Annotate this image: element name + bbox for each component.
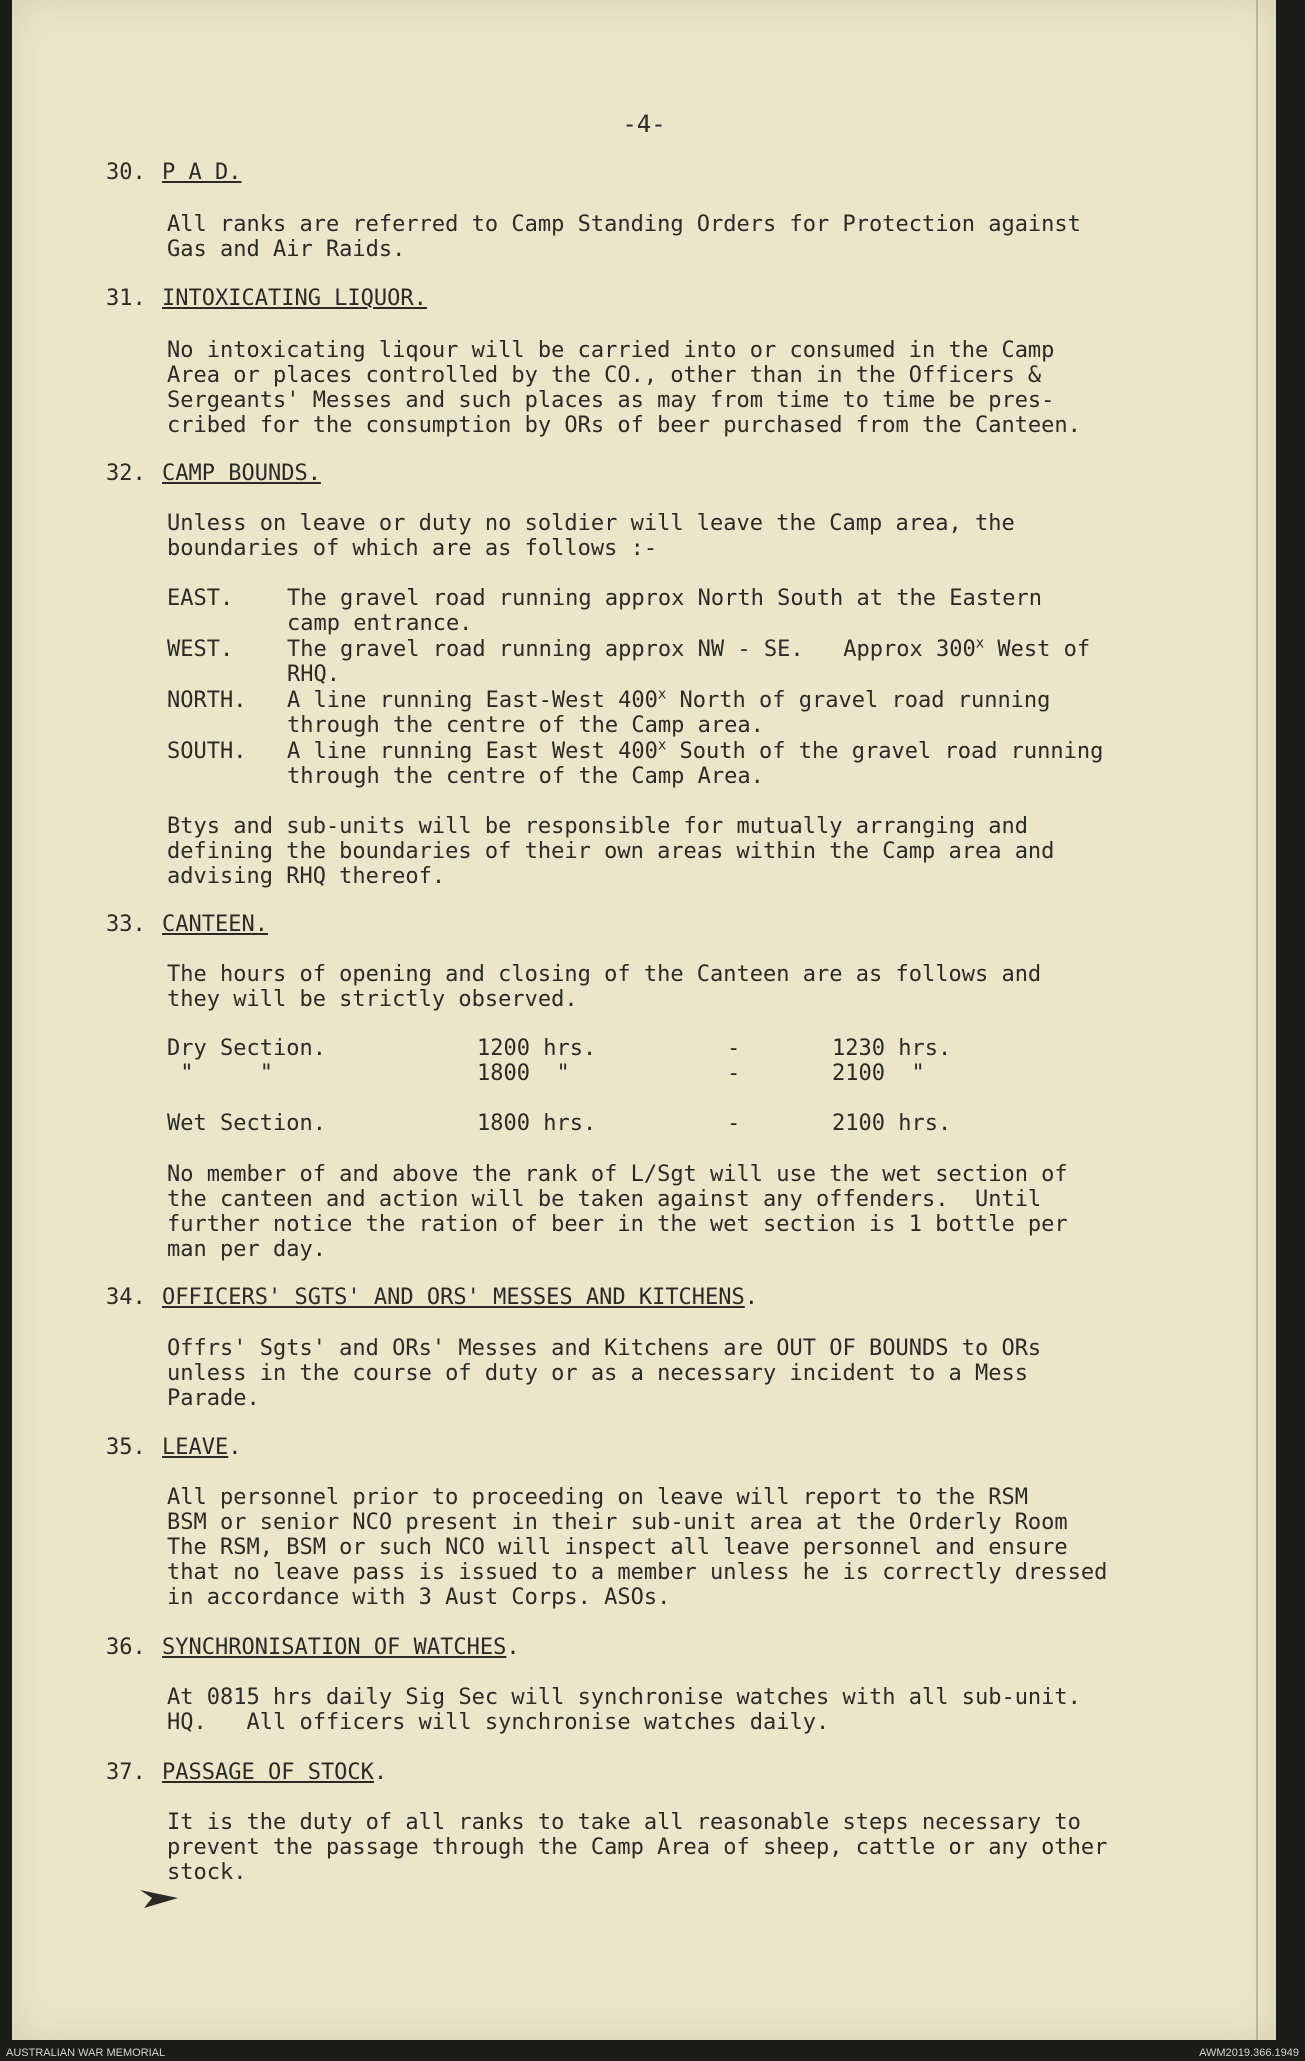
hours-dash: - bbox=[727, 1111, 741, 1136]
section-34-body bbox=[167, 1336, 1227, 1411]
section-number: 33. bbox=[106, 912, 146, 937]
text-line: prevent the passage through the Camp Area of sheep, cattle or any other bbox=[167, 1835, 1108, 1860]
section-number: 30. bbox=[106, 160, 146, 185]
text-fragment: The gravel road running approx NW - SE. Approx 300 bbox=[287, 637, 976, 662]
text-line: through the centre of the Camp Area. bbox=[287, 764, 764, 789]
text-line: RHQ. bbox=[287, 662, 340, 687]
bound-label: NORTH. bbox=[167, 688, 247, 713]
section-31-heading bbox=[106, 286, 427, 311]
section-title: OFFICERS' SGTS' AND ORS' MESSES AND KITCHENS bbox=[162, 1285, 745, 1310]
text-line: The hours of opening and closing of the Canteen are as follows and bbox=[167, 962, 1042, 987]
bound-text bbox=[287, 586, 1237, 636]
text-line: It is the duty of all ranks to take all reasonable steps necessary to bbox=[167, 1810, 1081, 1835]
hours-open: 1200 hrs. bbox=[477, 1036, 597, 1061]
text-line: through the centre of the Camp area. bbox=[287, 713, 764, 738]
text-fragment: A line running East West 400 bbox=[287, 739, 658, 764]
text-line: HQ. All officers will synchronise watches daily. bbox=[167, 1710, 830, 1735]
text-fragment: West of bbox=[984, 637, 1091, 662]
section-number: 35. bbox=[106, 1435, 146, 1460]
hours-close: 2100 hrs. bbox=[832, 1111, 952, 1136]
bound-label: WEST. bbox=[167, 637, 234, 662]
text-line: man per day. bbox=[167, 1237, 326, 1262]
superscript: x bbox=[975, 635, 985, 652]
bound-text bbox=[287, 637, 1237, 687]
section-30-heading bbox=[106, 160, 241, 185]
page-number: -4- bbox=[622, 110, 666, 138]
section-30-body bbox=[167, 212, 1227, 262]
section-title: CAMP BOUNDS. bbox=[162, 461, 321, 486]
text-line: unless in the course of duty or as a necessary incident to a Mess bbox=[167, 1361, 1028, 1386]
text-line: No intoxicating liqour will be carried into or consumed in the Camp bbox=[167, 338, 1055, 363]
section-36-heading bbox=[106, 1635, 520, 1660]
section-number: 36. bbox=[106, 1635, 146, 1660]
section-32-outro bbox=[167, 814, 1227, 889]
text-line: No member of and above the rank of L/Sgt will use the wet section of bbox=[167, 1162, 1068, 1187]
section-31-body bbox=[167, 338, 1227, 438]
section-title: SYNCHRONISATION OF WATCHES bbox=[162, 1635, 507, 1660]
text-line: The gravel road running approx North South at the Eastern bbox=[287, 586, 1042, 611]
text-line: All personnel prior to proceeding on leave will report to the RSM bbox=[167, 1485, 1028, 1510]
text-line: The RSM, BSM or such NCO will inspect all leave personnel and ensure bbox=[167, 1535, 1068, 1560]
text-line: Sergeants' Messes and such places as may from time to time be pres- bbox=[167, 388, 1055, 413]
hours-dash: - bbox=[727, 1036, 741, 1061]
section-number: 34. bbox=[106, 1285, 146, 1310]
hours-open: 1800 " bbox=[477, 1061, 570, 1086]
bound-label: EAST. bbox=[167, 586, 234, 611]
text-fragment: North of gravel road running bbox=[666, 688, 1051, 713]
arrow-mark-icon bbox=[138, 1884, 184, 1912]
section-number: 37. bbox=[106, 1760, 146, 1785]
text-line: Parade. bbox=[167, 1386, 260, 1411]
document-page bbox=[12, 0, 1276, 2040]
text-fragment: A line running East-West 400 bbox=[287, 688, 658, 713]
section-35-heading bbox=[106, 1435, 241, 1460]
text-line: Gas and Air Raids. bbox=[167, 237, 406, 262]
hours-open: 1800 hrs. bbox=[477, 1111, 597, 1136]
text-line: BSM or senior NCO present in their sub-unit area at the Orderly Room bbox=[167, 1510, 1068, 1535]
text-line: cribed for the consumption by ORs of beer purchased from the Canteen. bbox=[167, 413, 1081, 438]
section-32-heading bbox=[106, 461, 321, 486]
footer-right-label: AWM2019.366.1949 bbox=[1199, 2047, 1299, 2059]
hours-close: 1230 hrs. bbox=[832, 1036, 952, 1061]
section-title: INTOXICATING LIQUOR. bbox=[162, 286, 427, 311]
text-line: further notice the ration of beer in the wet section is 1 bottle per bbox=[167, 1212, 1068, 1237]
section-36-body bbox=[167, 1685, 1227, 1735]
text-line: Unless on leave or duty no soldier will leave the Camp area, the bbox=[167, 511, 1015, 536]
section-33-heading bbox=[106, 912, 268, 937]
text-line: they will be strictly observed. bbox=[167, 987, 578, 1012]
title-period: . bbox=[373, 1760, 388, 1785]
text-line: advising RHQ thereof. bbox=[167, 864, 446, 889]
section-number: 32. bbox=[106, 461, 146, 486]
text-line: camp entrance. bbox=[287, 611, 473, 636]
typed-document bbox=[12, 0, 1276, 2040]
section-33-outro bbox=[167, 1162, 1227, 1262]
bound-text bbox=[287, 688, 1237, 738]
section-37-heading bbox=[106, 1760, 387, 1785]
title-period: . bbox=[744, 1285, 759, 1310]
title-period: . bbox=[506, 1635, 520, 1660]
text-line: the canteen and action will be taken against any offenders. Until bbox=[167, 1187, 1042, 1212]
section-35-body bbox=[167, 1485, 1227, 1610]
section-32-intro bbox=[167, 511, 1227, 561]
hours-label: Dry Section. bbox=[167, 1036, 326, 1061]
text-line: in accordance with 3 Aust Corps. ASOs. bbox=[167, 1585, 671, 1610]
footer-left-label: AUSTRALIAN WAR MEMORIAL bbox=[6, 2047, 166, 2059]
text-line: At 0815 hrs daily Sig Sec will synchronise watches with all sub-unit. bbox=[167, 1685, 1081, 1710]
section-number: 31. bbox=[106, 286, 146, 311]
text-line: All ranks are referred to Camp Standing Orders for Protection against bbox=[167, 212, 1081, 237]
title-period: . bbox=[228, 1435, 242, 1460]
text-line: stock. bbox=[167, 1860, 247, 1885]
hours-label: " " bbox=[167, 1061, 273, 1086]
archive-footer bbox=[0, 2044, 1305, 2061]
hours-dash: - bbox=[727, 1061, 741, 1086]
text-line: Area or places controlled by the CO., other than in the Officers & bbox=[167, 363, 1042, 388]
section-37-body bbox=[167, 1810, 1227, 1885]
text-line: that no leave pass is issued to a member unless he is correctly dressed bbox=[167, 1560, 1108, 1585]
text-line: boundaries of which are as follows :- bbox=[167, 536, 658, 561]
hours-label: Wet Section. bbox=[167, 1111, 326, 1136]
section-title: P A D. bbox=[162, 160, 242, 185]
section-title: CANTEEN. bbox=[162, 912, 268, 937]
bound-label: SOUTH. bbox=[167, 739, 247, 764]
section-34-heading bbox=[106, 1285, 758, 1310]
superscript: x bbox=[657, 686, 667, 703]
text-line: defining the boundaries of their own areas within the Camp area and bbox=[167, 839, 1055, 864]
bound-text bbox=[287, 739, 1237, 789]
text-line: Btys and sub-units will be responsible for mutually arranging and bbox=[167, 814, 1028, 839]
text-fragment: South of the gravel road running bbox=[666, 739, 1104, 764]
superscript: x bbox=[657, 737, 667, 754]
section-title: LEAVE bbox=[162, 1435, 229, 1460]
hours-close: 2100 " bbox=[832, 1061, 925, 1086]
section-33-intro bbox=[167, 962, 1227, 1012]
text-line: Offrs' Sgts' and ORs' Messes and Kitchens are OUT OF BOUNDS to ORs bbox=[167, 1336, 1042, 1361]
section-title: PASSAGE OF STOCK bbox=[162, 1760, 374, 1785]
